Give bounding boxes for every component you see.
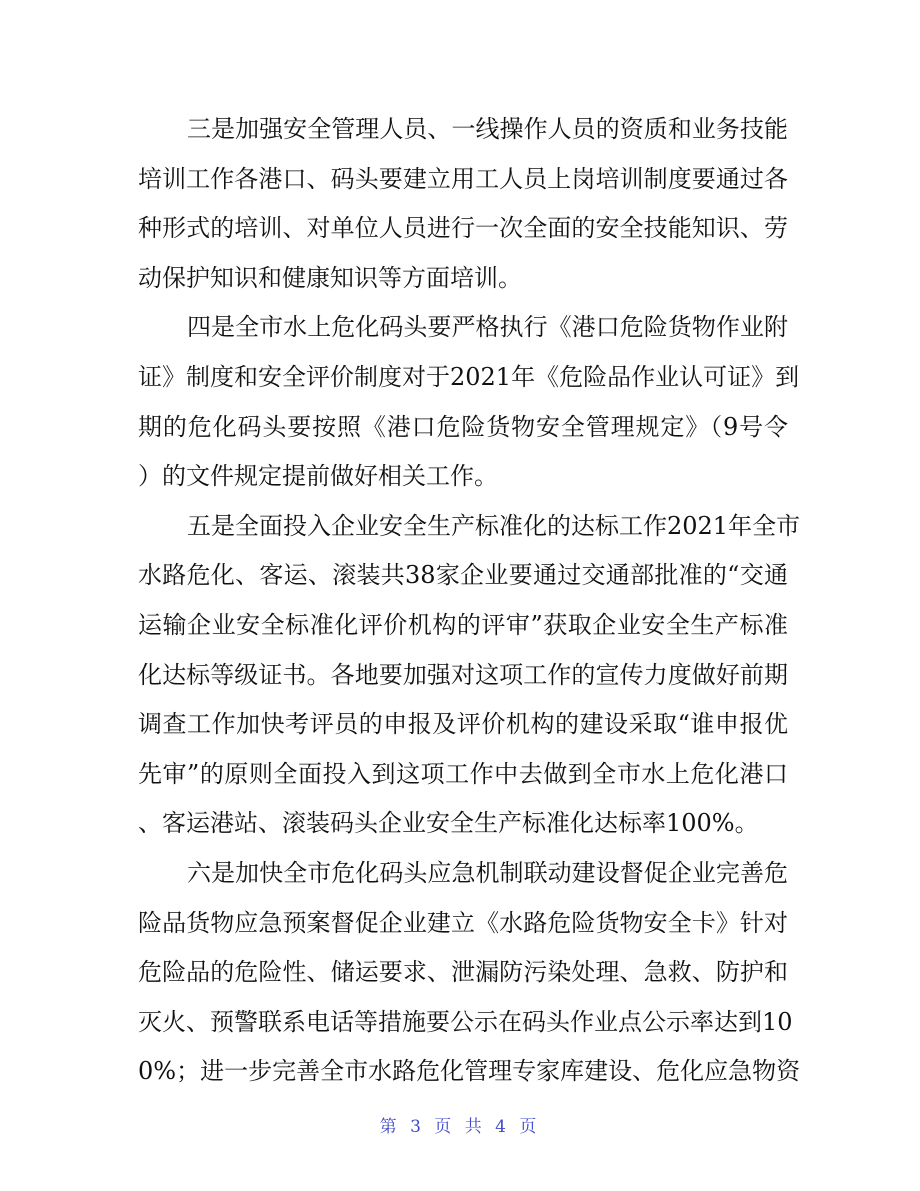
paragraph-5-line-3: 运输企业安全标准化评价机构的评审”获取企业安全生产标准 [138,610,788,639]
paragraph-4-line-2: 证》制度和安全评价制度对于2021年《危险品作业认可证》到 [138,362,800,391]
paragraph-4-line-3: 期的危化码头要按照《港口危险货物安全管理规定》（9号令 [138,412,788,441]
paragraph-5-line-2: 水路危化、客运、滚装共38家企业要通过交通部批准的“交通 [138,561,788,590]
body-text [138,105,801,1097]
paragraph-3-line-1: 三是加强安全管理人员、一线操作人员的资质和业务技能 [187,115,788,143]
paragraph-5-line-7: 、客运港站、滚装码头企业安全生产标准化达标率100%。 [138,809,759,838]
paragraph-5-line-6: 先审”的原则全面投入到这项工作中去做到全市水上危化港口 [138,759,788,788]
paragraph-4-line-4: ）的文件规定提前做好相关工作。 [138,462,498,491]
paragraph-3-line-2: 培训工作各港口、码头要建立用工人员上岗培训制度要通过各 [138,164,788,193]
paragraph-6-line-2: 险品货物应急预案督促企业建立《水路危险货物安全卡》针对 [138,908,788,937]
paragraph-5-line-1: 五是全面投入企业安全生产标准化的达标工作2021年全市 [187,511,801,540]
paragraph-4-line-1: 四是全市水上危化码头要严格执行《港口危险货物作业附 [187,313,788,342]
paragraph-6-line-3: 危险品的危险性、储运要求、泄漏防污染处理、急救、防护和 [138,958,788,987]
page-number-footer: 第 3 页 共 4 页 [379,1117,541,1137]
paragraph-6-line-5: 0%；进一步完善全市水路危化管理专家库建设、危化应急物资 [138,1057,801,1086]
paragraph-6-line-1: 六是加快全市危化码头应急机制联动建设督促企业完善危 [187,858,788,887]
paragraph-5-line-4: 化达标等级证书。各地要加强对这项工作的宣传力度做好前期 [138,660,788,689]
paragraph-3-line-4: 动保护知识和健康知识等方面培训。 [138,263,522,292]
paragraph-6-line-4: 灭火、预警联系电话等措施要公示在码头作业点公示率达到10 [138,1007,793,1036]
paragraph-3-line-3: 种形式的培训、对单位人员进行一次全面的安全技能知识、劳 [138,214,788,243]
paragraph-5-line-5: 调查工作加快考评员的申报及评价机构的建设采取“谁申报优 [138,710,788,739]
